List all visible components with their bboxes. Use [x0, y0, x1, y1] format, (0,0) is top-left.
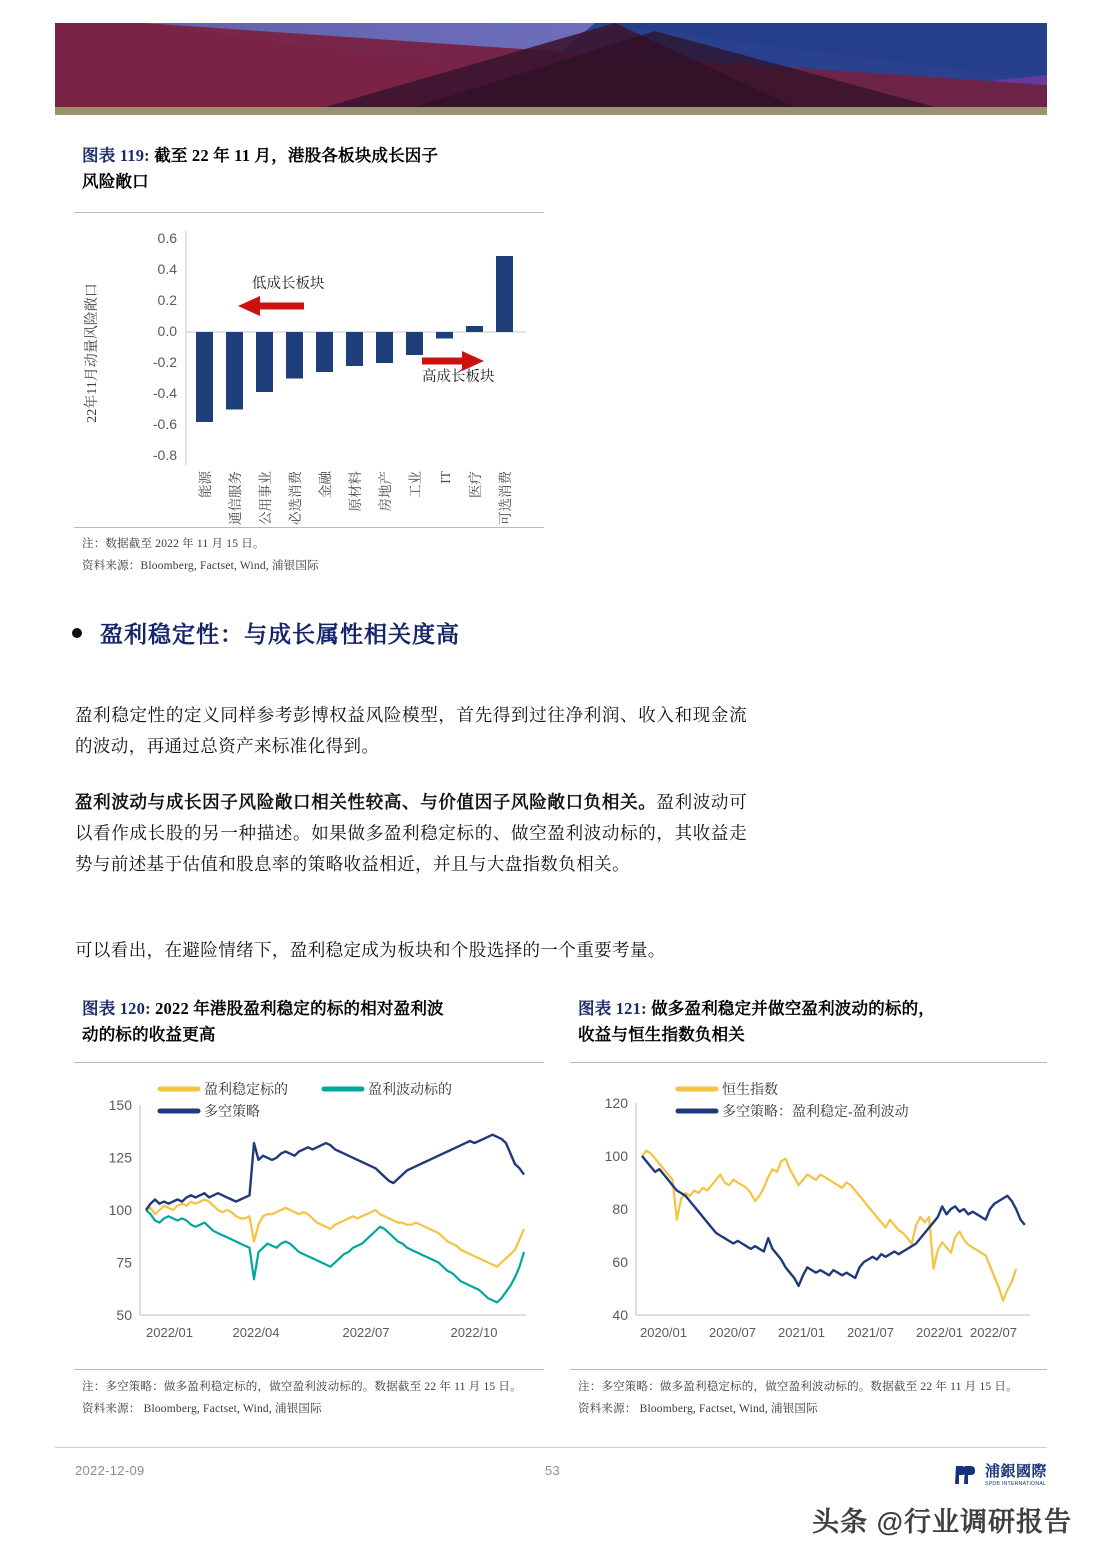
svg-text:IT: IT [438, 471, 453, 484]
bullet-icon [72, 628, 82, 638]
bar-staples [286, 332, 303, 379]
chart-121-legend [678, 1081, 909, 1120]
chart-120-legend [160, 1081, 452, 1120]
svg-text:2022/01: 2022/01 [916, 1325, 963, 1340]
svg-text:50: 50 [116, 1307, 132, 1323]
footer-date: 2022-12-09 [75, 1463, 145, 1478]
bar-industrials [406, 332, 423, 355]
figure-120-label: 图表 [82, 999, 116, 1018]
bar-discretionary [496, 256, 513, 332]
svg-text:40: 40 [612, 1307, 628, 1323]
svg-text:0.2: 0.2 [157, 292, 177, 308]
svg-text:金融: 金融 [318, 471, 333, 498]
bar-financials [316, 332, 333, 372]
paragraph-2-bold: 盈利波动与成长因子风险敞口相关性较高、与价值因子风险敞口负相关。 [75, 792, 657, 812]
svg-text:高成长板块: 高成长板块 [422, 369, 495, 385]
series-hsi-line [642, 1151, 1016, 1301]
paragraph-2-rest: 盈利波动可以看作成长股的另一种描述。如果做多盈利稳定标的、做空盈利波动标的，其收益走势与前述基于估值和股息率的策略收益相近，并且与大盘指数负相关。 [75, 792, 747, 875]
series-longshort-line [146, 1135, 524, 1210]
svg-text:医疗: 医疗 [468, 471, 483, 498]
chart-119-bars [196, 256, 513, 422]
footer-logo-zh: 浦銀國際 [984, 1464, 1047, 1480]
figure-121-number: 121: [615, 999, 647, 1018]
svg-text:2020/07: 2020/07 [709, 1325, 756, 1340]
bar-realestate [376, 332, 393, 363]
svg-text:2021/07: 2021/07 [847, 1325, 894, 1340]
chart-119-annotation-high [422, 351, 495, 385]
svg-text:通信服务: 通信服务 [228, 471, 243, 525]
bar-energy [196, 332, 213, 422]
svg-text:0.4: 0.4 [157, 261, 177, 277]
svg-text:-0.4: -0.4 [152, 385, 177, 401]
figure-119-title-text-2: 风险敞口 [82, 171, 149, 191]
bar-telecom [226, 332, 243, 410]
section-heading [72, 616, 460, 649]
chart-120-x-axis-labels [146, 1325, 498, 1340]
figure-119-note-text: 注：数据截至 2022 年 11 月 15 日。 [82, 538, 265, 550]
figure-120-note-text: 注：多空策略：做多盈利稳定标的，做空盈利波动标的。数据截至 22 年 11 月 15 日。 [82, 1381, 522, 1393]
figure-119-number: 119: [119, 146, 150, 165]
bar-materials [346, 332, 363, 366]
figure-119-chart [74, 212, 544, 528]
svg-text:100: 100 [108, 1202, 132, 1218]
section-heading-text: 盈利稳定性：与成长属性相关度高 [100, 622, 460, 647]
svg-text:2020/01: 2020/01 [640, 1325, 687, 1340]
figure-119-title [82, 143, 552, 194]
watermark: 头条 @行业调研报告 [812, 1507, 1072, 1537]
chart-121-x-axis-labels [640, 1325, 1017, 1340]
svg-text:120: 120 [604, 1095, 628, 1111]
svg-text:2022/01: 2022/01 [146, 1325, 193, 1340]
figure-119-title-text: 截至 22 年 11 月，港股各板块成长因子 [154, 146, 439, 165]
figure-121-source-text: 资料来源： Bloomberg, Factset, Wind, 浦银国际 [578, 1403, 818, 1416]
series-stable-line [146, 1200, 524, 1267]
svg-text:能源: 能源 [198, 471, 213, 498]
svg-text:80: 80 [612, 1201, 628, 1217]
svg-text:低成长板块: 低成长板块 [252, 276, 325, 292]
figure-119-label: 图表 [82, 146, 116, 165]
svg-text:房地产: 房地产 [378, 471, 393, 512]
svg-text:盈利稳定标的: 盈利稳定标的 [204, 1083, 288, 1098]
svg-text:盈利波动标的: 盈利波动标的 [368, 1083, 452, 1098]
figure-121-chart [570, 1062, 1047, 1370]
chart-119-svg [74, 213, 544, 529]
figure-120-number: 120: [119, 999, 151, 1018]
paragraph-3-text: 可以看出，在避险情绪下，盈利稳定成为板块和个股选择的一个重要考量。 [75, 940, 666, 960]
bar-utilities [256, 332, 273, 392]
svg-text:必选消费: 必选消费 [288, 471, 303, 525]
footer-logo-en: SPDB INTERNATIONAL [984, 1481, 1047, 1487]
figure-121-note [578, 1376, 1048, 1421]
figure-121-title-text-2: 收益与恒生指数负相关 [578, 1024, 745, 1044]
svg-text:60: 60 [612, 1254, 628, 1270]
figure-121-title-text: 做多盈利稳定并做空盈利波动的标的， [651, 999, 936, 1018]
figure-120-source-text: 资料来源： Bloomberg, Factset, Wind, 浦银国际 [82, 1403, 322, 1416]
chart-119-categories [197, 470, 513, 525]
svg-text:工业: 工业 [408, 471, 423, 498]
chart-119-y-axis-title: 22年11月动量风险敞口 [85, 283, 100, 423]
figure-120-chart [74, 1062, 544, 1370]
footer-divider [55, 1447, 1047, 1448]
paragraph-1-text: 盈利稳定性的定义同样参考彭博权益风险模型，首先得到过往净利润、收入和现金流的波动，再通过总资产来标准化得到。 [75, 705, 747, 757]
svg-text:多空策略：盈利稳定-盈利波动: 多空策略：盈利稳定-盈利波动 [722, 1105, 909, 1120]
svg-text:2022/04: 2022/04 [232, 1325, 280, 1340]
svg-text:2022/07: 2022/07 [970, 1325, 1017, 1340]
svg-text:-0.6: -0.6 [152, 416, 177, 432]
svg-text:可选消费: 可选消费 [498, 471, 513, 525]
svg-text:2021/01: 2021/01 [778, 1325, 825, 1340]
chart-121-y-axis [605, 1095, 629, 1323]
svg-text:-0.2: -0.2 [152, 354, 177, 370]
bar-it [436, 332, 453, 339]
figure-120-note [82, 1376, 552, 1421]
svg-text:-0.8: -0.8 [152, 447, 177, 463]
figure-121-note-text: 注：多空策略：做多盈利稳定标的，做空盈利波动标的。数据截至 22 年 11 月 15 日。 [578, 1381, 1018, 1393]
svg-text:150: 150 [108, 1097, 132, 1113]
svg-text:75: 75 [116, 1254, 132, 1271]
svg-text:原材料: 原材料 [348, 471, 363, 512]
svg-text:0.6: 0.6 [157, 230, 177, 246]
series-strategy-line [642, 1156, 1025, 1286]
figure-120-title-text: 2022 年港股盈利稳定的标的相对盈利波 [155, 999, 444, 1018]
paragraph-3 [75, 935, 775, 966]
svg-text:恒生指数: 恒生指数 [722, 1083, 778, 1098]
svg-text:0.0: 0.0 [157, 323, 177, 339]
chart-120-svg [74, 1063, 544, 1371]
paragraph-1 [75, 700, 747, 762]
figure-120-title [82, 996, 532, 1047]
figure-119-source-text: 资料来源：Bloomberg, Factset, Wind, 浦银国际 [82, 560, 319, 573]
svg-text:2022/10: 2022/10 [450, 1325, 498, 1340]
footer-logo [952, 1463, 1047, 1487]
spdb-logo-icon [952, 1463, 978, 1487]
bar-healthcare [466, 326, 483, 332]
chart-121-svg [570, 1063, 1047, 1371]
svg-text:公用事业: 公用事业 [258, 471, 273, 525]
figure-119-note [82, 533, 552, 578]
paragraph-2 [75, 787, 747, 880]
svg-text:100: 100 [604, 1148, 628, 1164]
chart-119-y-axis [153, 230, 177, 463]
svg-text:多空策略: 多空策略 [204, 1105, 260, 1120]
chart-119-annotation-low [238, 274, 325, 316]
svg-text:125: 125 [108, 1149, 132, 1166]
svg-text:2022/07: 2022/07 [342, 1325, 390, 1340]
figure-121-label: 图表 [578, 999, 612, 1018]
footer-page-number: 53 [545, 1463, 561, 1478]
figure-121-title [578, 996, 1028, 1047]
chart-120-y-axis [109, 1097, 133, 1323]
figure-120-title-text-2: 动的标的收益更高 [82, 1024, 216, 1044]
